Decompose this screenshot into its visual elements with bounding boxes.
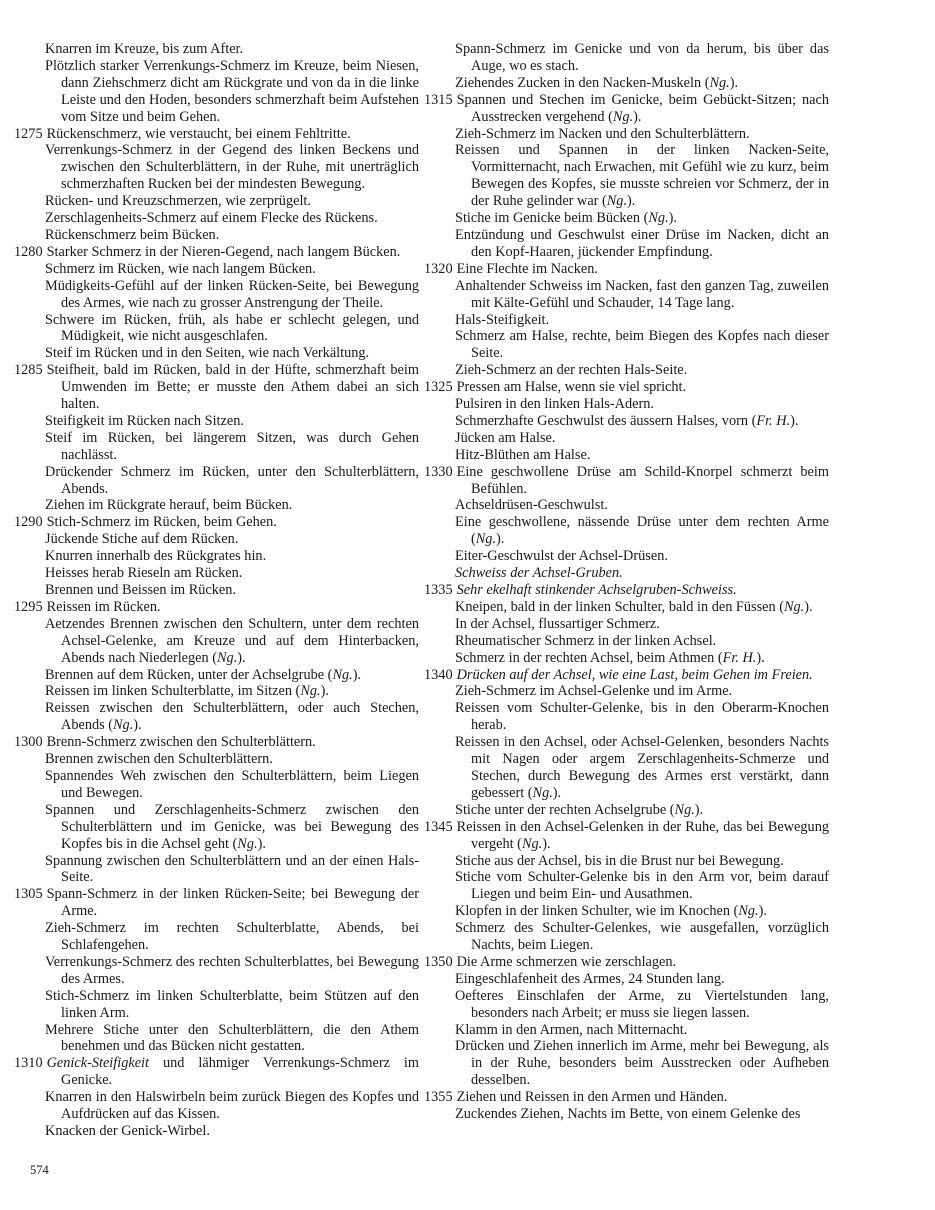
symptom-entry xyxy=(30,210,419,227)
symptom-entry xyxy=(440,210,829,227)
entry-text: Schmerz am Halse, rechte, beim Biegen des Kopfes nach dieser Seite. xyxy=(455,328,829,362)
entry-number: 1290 xyxy=(14,514,43,531)
symptom-entry xyxy=(424,260,829,278)
entry-text: Schmerz im Rücken, wie nach langem Bücken. xyxy=(45,260,316,277)
entry-text: Eine geschwollene Drüse am Schild-Knorpel schmerzt beim Befühlen. xyxy=(456,463,829,497)
italic-text: Ng. xyxy=(217,649,238,666)
symptom-entry xyxy=(424,1089,829,1106)
symptom-entry xyxy=(30,700,419,734)
entry-number: 1325 xyxy=(424,379,453,396)
symptom-entry xyxy=(30,497,419,514)
entry-text: Spannen und Zerschlagenheits-Schmerz zwischen den Schulterblättern und im Genicke, was bei Bewegung des Kopfes bis in die Achsel geht ( xyxy=(45,801,419,852)
entry-text: Ziehen und Reissen in den Armen und Händen. xyxy=(456,1089,728,1106)
symptom-entry xyxy=(14,734,419,751)
symptom-entry xyxy=(440,920,829,954)
entry-text: ). xyxy=(352,666,362,683)
entry-text: Schmerz des Schulter-Gelenkes, wie ausgefallen, vorzüglich Nachts, beim Liegen. xyxy=(455,920,829,954)
entry-text: Entzündung und Geschwulst einer Drüse im Nacken, dicht an den Kopf-Haaren, jückender Empfindung. xyxy=(455,226,829,260)
entry-text: Spann-Schmerz in der linken Rücken-Seite; bei Bewegung der Arme. xyxy=(46,886,419,920)
symptom-entry xyxy=(30,312,419,346)
entry-number: 1340 xyxy=(424,666,453,683)
entry-text: Brennen zwischen den Schulterblättern. xyxy=(45,751,273,768)
entry-text: Stiche aus der Achsel, bis in die Brust nur bei Bewegung. xyxy=(455,852,784,869)
entry-text: Pressen am Halse, wenn sie viel spricht. xyxy=(456,379,687,396)
entry-text: und lähmiger Verrenkungs-Schmerz im Genicke. xyxy=(61,1055,419,1089)
entry-text: Reissen in den Achsel-Gelenken in der Ruhe, das bei Bewegung vergeht ( xyxy=(456,818,829,852)
entry-text: ). xyxy=(496,531,505,548)
entry-text: Achseldrüsen-Geschwulst. xyxy=(455,497,608,514)
symptom-entry xyxy=(30,531,419,548)
symptom-entry xyxy=(30,1123,419,1140)
entry-text: Brennen und Beissen im Rücken. xyxy=(45,582,236,598)
symptom-entry xyxy=(30,413,419,430)
entry-text: Rücken- und Kreuzschmerzen, wie zerprügelt. xyxy=(45,193,311,210)
entry-text: Rückenschmerz beim Bücken. xyxy=(45,226,220,243)
symptom-entry xyxy=(440,599,829,616)
italic-text: Ng. xyxy=(113,717,134,734)
entry-text: Schwere im Rücken, früh, als habe er schlecht gelegen, und Müdigkeit, wie nicht ausgeschlafen. xyxy=(45,311,419,345)
symptom-entry xyxy=(30,683,419,700)
symptom-entry xyxy=(440,278,829,312)
entry-text: ). xyxy=(668,210,677,227)
entry-text: Stich-Schmerz im Rücken, beim Gehen. xyxy=(46,514,277,531)
italic-text: Ng. xyxy=(612,108,634,125)
symptom-entry xyxy=(30,582,419,599)
symptom-entry xyxy=(424,582,829,599)
entry-text: Verrenkungs-Schmerz des rechten Schulterblattes, bei Bewegung des Armes. xyxy=(45,953,419,987)
entry-number: 1285 xyxy=(14,362,43,379)
entry-text: Steif im Rücken, bei längerem Sitzen, was durch Gehen nachlässt. xyxy=(45,429,419,463)
page-number: 574 xyxy=(30,1163,49,1177)
entry-number: 1350 xyxy=(424,953,453,970)
symptom-entry xyxy=(30,988,419,1022)
symptom-entry xyxy=(30,345,419,362)
italic-text: Ng. xyxy=(332,666,353,683)
italic-text: Ng. xyxy=(674,801,695,818)
entry-text: Spannendes Weh zwischen den Schulterblättern, beim Liegen und Bewegen. xyxy=(45,767,419,801)
entry-text: ). xyxy=(758,903,767,920)
symptom-entry xyxy=(30,667,419,684)
entry-text: Klamm in den Armen, nach Mitternacht. xyxy=(455,1021,688,1038)
symptom-entry xyxy=(30,565,419,582)
entry-text: Jückende Stiche auf dem Rücken. xyxy=(45,531,239,548)
entry-text: Mehrere Stiche unter den Schulterblättern, die den Athem benehmen und das Bücken nicht gestatten. xyxy=(45,1021,419,1055)
entry-text: Hals-Steifigkeit. xyxy=(455,311,550,328)
symptom-entry xyxy=(440,802,829,819)
symptom-entry xyxy=(30,464,419,498)
entry-text: ). xyxy=(237,649,246,666)
entry-number: 1330 xyxy=(424,463,453,480)
entry-text: Zerschlagenheits-Schmerz auf einem Flecke des Rückens. xyxy=(45,210,378,227)
symptom-entry xyxy=(440,447,829,464)
entry-number: 1335 xyxy=(424,582,453,598)
italic-text: Ng. xyxy=(475,531,497,548)
entry-text: Brennen auf dem Rücken, unter der Achselgrube ( xyxy=(45,666,333,683)
entry-text: ). xyxy=(756,649,765,666)
italic-text: Ng. xyxy=(606,193,628,210)
entry-text: Spannen und Stechen im Genicke, beim Gebückt-Sitzen; nach Ausstrecken vergehend ( xyxy=(456,91,829,125)
italic-text: Drücken auf der Achsel, wie eine Last, beim Gehen im Freien. xyxy=(456,666,813,683)
entry-text: Die Arme schmerzen wie zerschlagen. xyxy=(456,953,677,970)
italic-text: Fr. H. xyxy=(756,412,791,429)
entry-number: 1310 xyxy=(14,1055,43,1072)
entry-text: ). xyxy=(627,193,636,210)
entry-text: ). xyxy=(729,74,739,91)
right-column xyxy=(424,41,829,1123)
symptom-entry xyxy=(30,142,419,193)
symptom-entry xyxy=(440,548,829,565)
entry-text: ). xyxy=(320,683,329,700)
entry-number: 1305 xyxy=(14,886,43,903)
symptom-entry xyxy=(440,430,829,447)
symptom-entry xyxy=(14,514,419,531)
symptom-entry xyxy=(440,497,829,514)
entry-text: Reissen und Spannen in der linken Nacken-Seite, Vormitternacht, nach Erwachen, mit Gefühl wie zu kurz, beim Bewegen des Kopfes, sie musste schreien vor Schmerz, der in der Ruhe gelinder war ( xyxy=(455,142,829,210)
entry-text: Eiter-Geschwulst der Achsel-Drüsen. xyxy=(455,548,668,565)
symptom-entry xyxy=(424,463,829,498)
entry-text: Rückenschmerz, wie verstaucht, bei einem Fehltritte. xyxy=(46,125,351,142)
entry-text: Reissen zwischen den Schulterblättern, oder auch Stechen, Abends ( xyxy=(45,700,419,734)
symptom-entry xyxy=(440,396,829,413)
symptom-entry xyxy=(440,903,829,920)
entry-text: ). xyxy=(133,717,142,734)
entry-text: Schmerzhafte Geschwulst des äussern Halses, vorn ( xyxy=(455,412,757,429)
entry-text: ). xyxy=(694,801,704,818)
entry-text: Stich-Schmerz im linken Schulterblatte, beim Stützen auf den linken Arm. xyxy=(45,987,419,1021)
entry-text: Steifigkeit im Rücken nach Sitzen. xyxy=(45,412,244,429)
entry-text: Müdigkeits-Gefühl auf der linken Rücken-Seite, bei Bewegung des Armes, wie nach zu grosser Anstrengung der Theile. xyxy=(45,277,419,311)
symptom-entry xyxy=(440,328,829,362)
symptom-entry xyxy=(440,869,829,903)
entry-text: Zieh-Schmerz an der rechten Hals-Seite. xyxy=(455,362,688,379)
entry-number: 1275 xyxy=(14,125,43,142)
symptom-entry xyxy=(14,598,419,616)
entry-text: Reissen in den Achsel, oder Achsel-Gelenken, besonders Nachts mit Nagen oder argem Zerschlagenheits-Schmerze und Stechen, durch Bewegung des Armes erst verstärkt, dann gebessert ( xyxy=(455,734,829,801)
italic-text: Sehr ekelhaft stinkender Achselgruben-Schweiss. xyxy=(456,582,737,598)
entry-text: Knurren innerhalb des Rückgrates hin. xyxy=(45,548,267,565)
entry-text: ). xyxy=(542,835,551,852)
entry-text: Ziehendes Zucken in den Nacken-Muskeln ( xyxy=(455,74,710,91)
entry-text: Plötzlich starker Verrenkungs-Schmerz im Kreuze, beim Niesen, dann Ziehschmerz dicht am Rückgrate und von da in die linke Leiste und den Hoden, besonders schmerzhaft beim Aufstehen vom Sitze und beim Gehen. xyxy=(45,57,419,125)
entry-text: Anhaltender Schweiss im Nacken, fast den ganzen Tag, zuweilen mit Kälte-Gefühl und Schauder, 14 Tage lang. xyxy=(455,277,829,311)
entry-text: ). xyxy=(552,784,562,801)
symptom-entry xyxy=(30,261,419,278)
entry-text: Rheumatischer Schmerz in der linken Achsel. xyxy=(455,632,717,649)
symptom-entry xyxy=(30,768,419,802)
entry-text: Heisses herab Rieseln am Rücken. xyxy=(45,565,243,582)
symptom-entry xyxy=(30,58,419,126)
symptom-entry xyxy=(440,126,829,143)
entry-text: Eingeschlafenheit des Armes, 24 Stunden lang. xyxy=(455,970,725,987)
entry-text: Stiche unter der rechten Achselgrube ( xyxy=(455,801,675,818)
italic-text: Ng. xyxy=(532,784,553,801)
entry-text: Pulsiren in den linken Hals-Adern. xyxy=(455,396,654,413)
entry-number: 1295 xyxy=(14,598,43,615)
symptom-entry xyxy=(440,41,829,75)
symptom-entry xyxy=(30,1089,419,1123)
symptom-entry xyxy=(30,548,419,565)
entry-text: ). xyxy=(804,598,813,615)
symptom-entry xyxy=(440,413,829,430)
entry-number: 1345 xyxy=(424,818,453,835)
entry-text: Drückender Schmerz im Rücken, unter den Schulterblättern, Abends. xyxy=(45,463,419,497)
symptom-entry xyxy=(440,971,829,988)
italic-text: Ng. xyxy=(783,598,805,615)
italic-text: Ng. xyxy=(300,683,321,700)
symptom-entry xyxy=(30,430,419,464)
symptom-entry xyxy=(30,193,419,210)
entry-text: Ziehen im Rückgrate herauf, beim Bücken. xyxy=(45,497,293,514)
symptom-entry xyxy=(30,853,419,887)
symptom-entry xyxy=(440,633,829,650)
entry-text: Zuckendes Ziehen, Nachts im Bette, von einem Gelenke des xyxy=(455,1106,801,1123)
symptom-entry xyxy=(440,1038,829,1089)
symptom-entry xyxy=(14,243,419,261)
entry-text: Stiche vom Schulter-Gelenke bis in den Arm vor, beim darauf Liegen und beim Ein- und Ausathmen. xyxy=(455,869,829,903)
symptom-entry xyxy=(440,616,829,633)
symptom-entry xyxy=(30,920,419,954)
entry-text: Knacken der Genick-Wirbel. xyxy=(45,1123,210,1139)
entry-text: Zieh-Schmerz im rechten Schulterblatte, Abends, bei Schlafengehen. xyxy=(45,920,419,954)
symptom-entry xyxy=(424,666,829,684)
symptom-entry xyxy=(440,1022,829,1039)
symptom-entry xyxy=(30,954,419,988)
symptom-entry xyxy=(440,683,829,700)
entry-text: Reissen vom Schulter-Gelenke, bis in den Oberarm-Knochen herab. xyxy=(455,700,829,734)
symptom-entry xyxy=(440,312,829,329)
italic-text: Genick-Steifigkeit xyxy=(46,1055,150,1072)
symptom-entry xyxy=(14,886,419,920)
entry-number: 1320 xyxy=(424,260,453,277)
entry-text: Starker Schmerz in der Nieren-Gegend, nach langem Bücken. xyxy=(46,243,401,260)
entry-number: 1315 xyxy=(424,91,453,108)
symptom-entry xyxy=(30,41,419,58)
symptom-entry xyxy=(440,1106,829,1123)
entry-number: 1300 xyxy=(14,734,43,751)
italic-text: Fr. H. xyxy=(722,649,757,666)
entry-text: Eine Flechte im Nacken. xyxy=(456,260,598,277)
symptom-entry xyxy=(30,227,419,244)
entry-number: 1355 xyxy=(424,1089,453,1106)
symptom-entry xyxy=(440,514,829,548)
symptom-entry xyxy=(424,91,829,126)
entry-text: Reissen im Rücken. xyxy=(46,598,161,615)
entry-text: In der Achsel, flussartiger Schmerz. xyxy=(455,615,660,632)
italic-text: Ng. xyxy=(237,835,258,852)
entry-number: 1280 xyxy=(14,243,43,260)
symptom-entry xyxy=(30,751,419,768)
entry-text: Eine geschwollene, nässende Drüse unter dem rechten Arme ( xyxy=(455,514,829,548)
symptom-entry xyxy=(440,142,829,210)
entry-text: ). xyxy=(633,108,642,125)
italic-text: Ng. xyxy=(521,835,543,852)
symptom-entry xyxy=(30,616,419,667)
entry-text: Zieh-Schmerz im Nacken und den Schulterblättern. xyxy=(455,125,750,142)
symptom-entry xyxy=(440,988,829,1022)
symptom-entry xyxy=(14,1055,419,1089)
symptom-entry xyxy=(440,700,829,734)
symptom-entry xyxy=(440,853,829,870)
symptom-entry xyxy=(440,734,829,802)
entry-text: Steif im Rücken und in den Seiten, wie nach Verkältung. xyxy=(45,345,370,362)
symptom-entry xyxy=(440,227,829,261)
italic-text: Ng. xyxy=(648,210,669,227)
left-column xyxy=(14,41,419,1140)
entry-text: Schmerz in der rechten Achsel, beim Athmen ( xyxy=(455,649,723,666)
entry-text: Spann-Schmerz im Genicke und von da herum, bis über das Auge, wo es stach. xyxy=(455,41,829,74)
entry-text: Zieh-Schmerz im Achsel-Gelenke und im Arme. xyxy=(455,683,733,700)
entry-text: Aetzendes Brennen zwischen den Schultern, unter dem rechten Achsel-Gelenke, am Kreuze und auf dem Hinterbacken, Abends nach Niederlegen ( xyxy=(45,615,419,666)
entry-text: Reissen im linken Schulterblatte, im Sitzen ( xyxy=(45,683,301,700)
entry-text: ). xyxy=(257,835,266,852)
entry-text: Kneipen, bald in der linken Schulter, bald in den Füssen ( xyxy=(455,598,784,615)
symptom-entry xyxy=(424,953,829,971)
symptom-entry xyxy=(14,362,419,413)
symptom-entry xyxy=(440,565,829,582)
entry-text: Spannung zwischen den Schulterblättern und an der einen Hals-Seite. xyxy=(45,852,419,886)
italic-text: Ng. xyxy=(709,74,730,91)
entry-text: Verrenkungs-Schmerz in der Gegend des linken Beckens und zwischen den Schulterblättern, in der Ruhe, mit unerträglich schmerzhaften Rucken bei der mindesten Bewegung. xyxy=(45,142,419,193)
entry-text: Jücken am Halse. xyxy=(455,429,556,446)
symptom-entry xyxy=(14,125,419,143)
entry-text: Knarren in den Halswirbeln beim zurück Biegen des Kopfes und Aufdrücken auf das Kissen. xyxy=(45,1089,419,1123)
entry-text: Klopfen in der linken Schulter, wie im Knochen ( xyxy=(455,903,739,920)
entry-text: Knarren im Kreuze, bis zum After. xyxy=(45,41,244,57)
entry-text: Hitz-Blüthen am Halse. xyxy=(455,446,591,463)
entry-text: Steifheit, bald im Rücken, bald in der Hüfte, schmerzhaft beim Umwenden im Bette; er musste den Athem dabei an sich halten. xyxy=(46,362,419,413)
symptom-entry xyxy=(424,818,829,853)
symptom-entry xyxy=(424,379,829,396)
italic-text: Schweiss der Achsel-Gruben. xyxy=(455,565,623,582)
entry-text: Drücken und Ziehen innerlich im Arme, mehr bei Bewegung, als in der Ruhe, besonders beim Ausstrecken oder Aufheben desselben. xyxy=(455,1038,829,1089)
symptom-entry xyxy=(440,362,829,379)
symptom-entry xyxy=(30,278,419,312)
entry-text: Oefteres Einschlafen der Arme, zu Viertelstunden lang, besonders nach Arbeit; er muss sie liegen lassen. xyxy=(455,987,829,1021)
symptom-entry xyxy=(30,802,419,853)
symptom-entry xyxy=(30,1022,419,1056)
symptom-entry xyxy=(440,650,829,667)
entry-text: Stiche im Genicke beim Bücken ( xyxy=(455,210,649,227)
symptom-entry xyxy=(440,75,829,92)
italic-text: Ng. xyxy=(738,903,759,920)
entry-text: ). xyxy=(790,412,799,429)
entry-text: Brenn-Schmerz zwischen den Schulterblättern. xyxy=(46,734,316,751)
